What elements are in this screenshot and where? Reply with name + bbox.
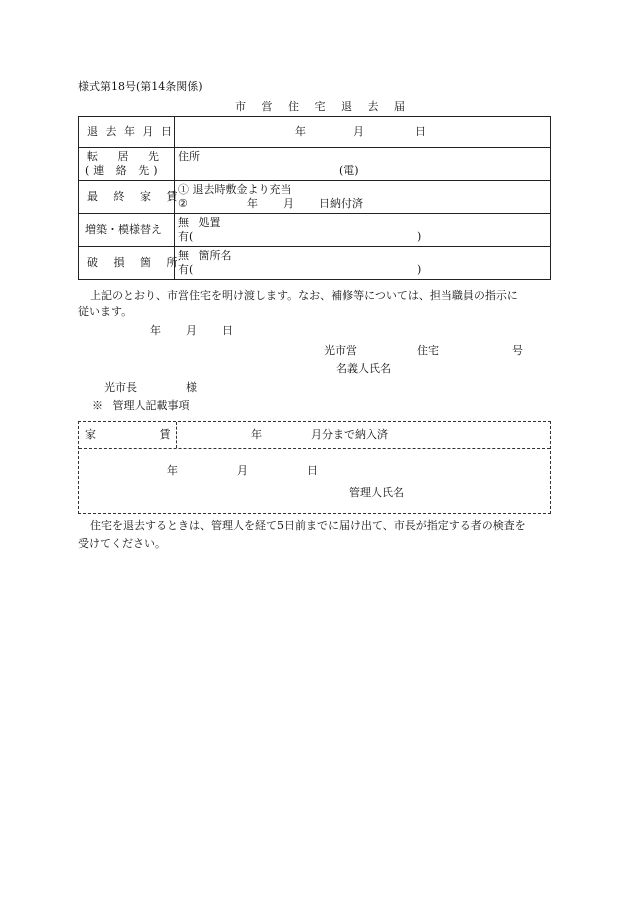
label-contact: (連 絡 先) [85, 164, 162, 177]
admin-note: ※ 管理人記載事項 [92, 399, 190, 412]
admin-box-vertical-divider [176, 422, 177, 448]
row-final-rent [79, 181, 551, 214]
label-final-rent: 最 終 家 賃 [87, 190, 184, 203]
damage-yes-open: 有( [178, 263, 194, 276]
addressee-name: 光市長 [104, 381, 137, 394]
move-date-month: 月 [353, 125, 364, 138]
form-number: 様式第18号(第14条関係) [78, 80, 203, 93]
admin-rent-label: 家 賃 [85, 428, 171, 441]
final-rent-option-2-year: 年 [247, 197, 258, 210]
admin-date-month[interactable]: 月 [237, 464, 248, 477]
statement-line-1: 上記のとおり、市営住宅を明け渡します。なお、補修等については、担当職員の指示に [90, 289, 518, 302]
withdrawal-form-table [78, 116, 551, 280]
footer-line-2: 受けてください。 [78, 537, 166, 550]
renovation-yes-close: ) [417, 230, 422, 243]
row-new-address [79, 148, 551, 181]
label-new-address: 転 居 先 [87, 150, 167, 163]
final-rent-option-1: ① 退去時敷金より充当 [178, 183, 292, 196]
renovation-none: 無 処置 [178, 216, 221, 229]
admin-year[interactable]: 年 [251, 428, 262, 441]
renovation-yes-open: 有( [178, 230, 194, 243]
admin-date-day[interactable]: 日 [307, 464, 318, 477]
admin-box-divider [79, 448, 550, 449]
addressee-honorific: 様 [186, 381, 197, 394]
move-date-year: 年 [295, 125, 306, 138]
final-rent-option-2-mark: ② [178, 197, 188, 210]
statement-line-2: 従います。 [78, 305, 133, 318]
final-rent-option-2-month: 月 [283, 197, 294, 210]
phone-label: (電) [339, 164, 359, 177]
row-renovation [79, 214, 551, 247]
residence-number[interactable]: 号 [512, 344, 523, 357]
manager-name-label[interactable]: 管理人氏名 [349, 486, 404, 499]
date-year[interactable]: 年 [150, 324, 161, 337]
date-day[interactable]: 日 [222, 324, 233, 337]
footer-line-1: 住宅を退去するときは、管理人を経て5日前までに届け出て、市長が指定する者の検査を [90, 519, 526, 532]
page-title: 市 営 住 宅 退 去 届 [235, 100, 411, 113]
row-move-date [79, 117, 551, 148]
label-damage: 破 損 箇 所 [87, 256, 184, 269]
nominee-label[interactable]: 名義人氏名 [336, 362, 391, 375]
admin-box [78, 421, 551, 514]
label-move-date: 退 去 年 月 日 [87, 125, 174, 138]
damage-yes-close: ) [417, 263, 422, 276]
move-date-day: 日 [415, 125, 426, 138]
date-month[interactable]: 月 [186, 324, 197, 337]
final-rent-option-2-day: 日納付済 [319, 197, 363, 210]
damage-none: 無 箇所名 [178, 249, 232, 262]
address-label: 住所 [178, 150, 200, 163]
label-renovation: 増築・模様替え [85, 223, 162, 236]
row-damage [79, 247, 551, 280]
residence-house[interactable]: 住宅 [417, 344, 439, 357]
residence-city[interactable]: 光市営 [324, 344, 357, 357]
admin-paid-until[interactable]: 月分まで納入済 [311, 428, 388, 441]
admin-date-year[interactable]: 年 [167, 464, 178, 477]
